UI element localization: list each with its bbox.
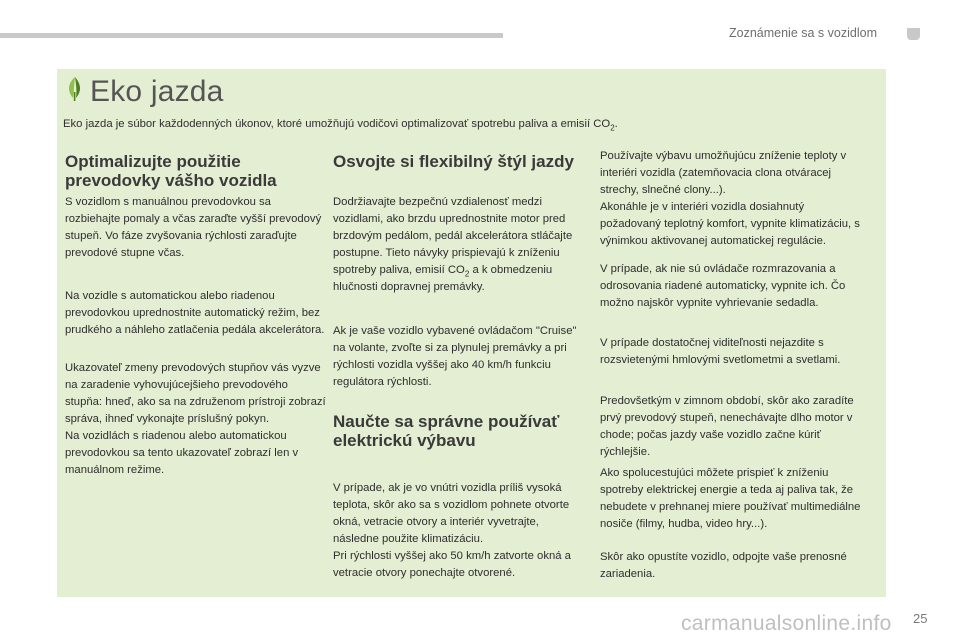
- paragraph-temperature-equipment: Používajte výbavu umožňujúcu zníženie teploty v interiéri vozidla (zatemňovacia clona otváracej strechy, slnečné clony...).: [600, 150, 847, 196]
- paragraph-manual-gearbox: S vozidlom s manuálnou prevodovkou sa rozbiehajte pomaly a včas zaraďte vyšší prevodový stupeň. Vo fáze zvyšovania rýchlosti zaraďujte prevodové stupne včas.: [65, 196, 322, 259]
- paragraph-multimedia: Ako spolucestujúci môžete prispieť k zníženiu spotreby elektrickej energie a teda aj paliva tak, že nebudete v prehnanej miere používať multimediálne nosiče (filmy, hudba, video hry...).: [600, 467, 861, 530]
- paragraph-gear-indicator: Ukazovateľ zmeny prevodových stupňov vás vyzve na zaradenie vyhovujúcejšieho prevodového stupňa: hneď, ako sa na združenom prístroji zobrazí správa, ihneď vykonajte príslušný pokyn.: [65, 362, 326, 425]
- heading-gearbox: Optimalizujte použitie prevodovky vášho vozidla: [65, 152, 277, 190]
- intro-text: Eko jazda je súbor každodenných úkonov, ktoré umožňujú vodičovi optimalizovať spotrebu paliva a emisií $CO_2$.: [63, 118, 618, 133]
- heading-driving-style: Osvojte si flexibilný štýl jazdy: [333, 152, 574, 171]
- chapter-title: Zoznámenie sa s vozidlom: [729, 26, 877, 40]
- paragraph-air-conditioning: Akonáhle je v interiéri vozidla dosiahnutý požadovaný teplotný komfort, vypnite klimatizáciu, s výnimkou aktivovanej automatickej regulácie.: [600, 201, 860, 247]
- watermark: carmanualsonline.info: [681, 612, 892, 635]
- heading-electrical-equipment: Naučte sa správne používať elektrickú výbavu: [333, 412, 560, 450]
- paragraph-automatic-gearbox: Na vozidle s automatickou alebo riadenou prevodovkou uprednostnite automatický režim, bez prudkého a náhleho zatlačenia pedála akcelerátora.: [65, 290, 325, 336]
- paragraph-safe-distance: Dodržiavajte bezpečnú vzdialenosť medzi vozidlami, ako brzdu uprednostnite motor pred brzdovým pedálom, pedál akcelerátora stláčajte postupne. Tieto návyky prispievajú k zníženiu spotreby paliva, emisií $CO_2$ a k obmedzeniu hlučnosti dopravnej premávky.: [333, 196, 573, 293]
- paragraph-cruise-control: Ak je vaše vozidlo vybavené ovládačom "Cruise" na volante, zvoľte si za plynulej premávky a pri rýchlosti vozidla vyššej ako 40 km/h funkciu regulátora rýchlosti.: [333, 325, 577, 388]
- paragraph-speed-windows: Pri rýchlosti vyššej ako 50 km/h zatvorte okná a vetracie otvory ponechajte otvorené.: [333, 550, 571, 579]
- paragraph-fog-lights: V prípade dostatočnej viditeľnosti nejazdite s rozsvietenými hmlovými svetlometmi a svetlami.: [600, 337, 841, 366]
- leaf-icon: [65, 76, 85, 102]
- header-rule: [0, 33, 503, 38]
- paragraph-demisting: V prípade, ak nie sú ovládače rozmrazovania a odrosovania riadené automaticky, vypnite ich. Čo možno najskôr vypnite vyhrievanie sedadla.: [600, 263, 846, 309]
- paragraph-indicator-manual-mode: Na vozidlách s riadenou alebo automatickou prevodovkou sa tento ukazovateľ zobrazí len v manuálnom režime.: [65, 430, 299, 476]
- eco-driving-panel: [57, 69, 886, 597]
- paragraph-portable-devices: Skôr ako opustíte vozidlo, odpojte vaše prenosné zariadenia.: [600, 551, 847, 580]
- paragraph-winter-engine: Predovšetkým v zimnom období, skôr ako zaradíte prvý prevodový stupeň, nenechávajte dlho motor v chode; počas jazdy vaše vozidlo začne kúriť rýchlejšie.: [600, 395, 854, 458]
- paragraph-high-temperature: V prípade, ak je vo vnútri vozidla príliš vysoká teplota, skôr ako sa s vozidlom pohnete otvorte okná, vetracie otvory a interiér vyvetrajte, následne použite klimatizáciu.: [333, 482, 570, 545]
- page-corner-tab: [907, 28, 920, 40]
- section-title: Eko jazda: [90, 75, 224, 108]
- page-number: 25: [913, 611, 928, 626]
